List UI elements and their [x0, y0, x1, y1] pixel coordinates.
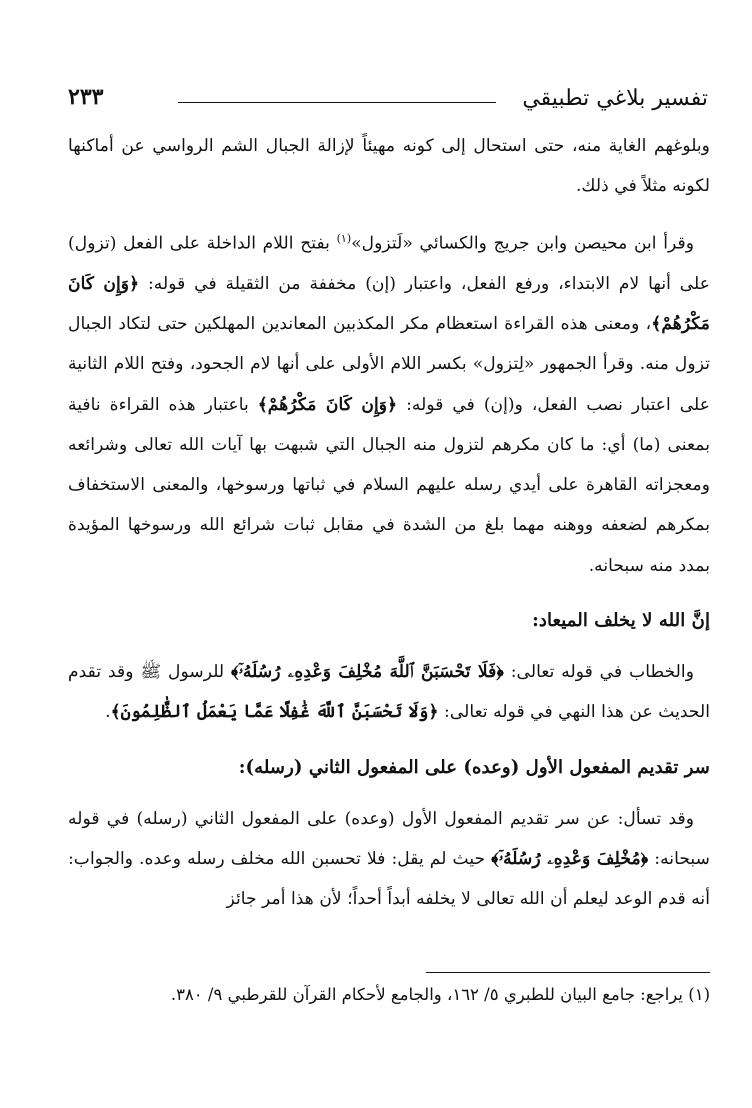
- paragraph-4-text-a: وقد تسأل: عن سر تقديم المفعول الأول (وعده) على المفعول الثاني (رسله) في قوله سبحانه:: [68, 808, 711, 869]
- paragraph-3-text-a: والخطاب في قوله تعالى:: [503, 662, 694, 682]
- paragraph-2-text-e: ، ومعنى هذه القراءة استعظام مكر المكذبين المعاندين المهلكين حتى لتكاد الجبال تزول منه. وقرأ الجمهور «لِتزول» بكسر اللام الأولى على أنها لام الجحود، وفتح اللام الثانية على اعتبار نصب الفعل، و(إن) في قوله:: [68, 313, 710, 415]
- paragraph-2-text-g: باعتبار هذه القراءة نافية بمعنى (ما) أي: ما كان مكرهم لتزول منه الجبال التي شبهت بها آيات الله تعالى وشرائعه ومعجزاته القاهرة على أيدي رسله عليهم السلام في ثباتها ورسوخها، والمعنى الاستخفاف بمكرهم لضعفه ووهنه مهما بلغ من الشدة في مقابل ثبات شرائع الله ورسوخها المؤيدة بمدد منه سبحانه.: [68, 394, 710, 576]
- running-header: [68, 84, 708, 120]
- quran-verse: ﴿وَإِن كَانَ مَكْرُهُمْ﴾: [257, 394, 398, 415]
- paragraph-2: [68, 219, 710, 586]
- section-heading-2: سر تقديم المفعول الأول (وعده) على المفعول الثاني (رسله):: [238, 756, 710, 778]
- paragraph-3-text-e: .: [105, 702, 111, 723]
- paragraph-1: وبلوغهم الغاية منه، حتى استحال إلى كونه مهيئاً لإزالة الجبال الشم الرواسي عن أماكنها لكونه مثلاً في ذلك.: [68, 136, 710, 197]
- quran-verse: ﴿فَلَا تَحْسَبَنَّ ٱللَّهَ مُخْلِفَ وَعْدِهِۦ رُسُلَهُۥٓ﴾: [231, 662, 504, 682]
- paragraph-2-text-a: وقرأ ابن محيصن وابن جريج والكسائي «لَتزول»: [351, 233, 694, 254]
- paragraph-2-text-c: بفتح اللام الداخلة على الفعل (تزول) على أنها لام الابتداء، ورفع الفعل، واعتبار (إن) مخففة من الثقيلة في قوله:: [68, 233, 710, 294]
- paragraph-4-text-c: حيث لم يقل: فلا تحسبن الله مخلف رسله وعده. والجواب: أنه قدم الوعد ليعلم أن الله تعالى لا يخلفه أبداً أحداً؛ لأن هذا أمر جائز: [68, 848, 710, 910]
- quran-verse: ﴿مُخْلِفَ وَعْدِهِۦ رُسُلَهُۥٓ﴾: [491, 848, 649, 869]
- header-rule: [178, 102, 496, 103]
- quran-verse: ﴿وَإِن كَانَ مَكْرُهُمْ﴾: [68, 273, 711, 334]
- section-heading-1: إنَّ الله لا يخلف الميعاد:: [532, 610, 710, 631]
- paragraph-4: [68, 799, 710, 920]
- page-number: ٢٣٣: [68, 84, 104, 110]
- paragraph-3: [68, 652, 710, 733]
- footnote: (١) يراجع: جامع البيان للطبري ٥/ ١٦٢، والجامع لأحكام القرآن للقرطبي ٩/ ٣٨٠.: [170, 985, 710, 1004]
- page-body: [68, 126, 710, 919]
- quran-verse: ﴿وَلَا تَحْسَبَنَّ ٱللَّهَ غَٰفِلًا عَمَّا يَعْمَلُ ٱلظَّٰلِمُونَ﴾: [110, 702, 439, 723]
- footnote-marker: (١): [336, 231, 352, 245]
- book-title: تفسير بلاغي تطبيقي: [522, 86, 708, 111]
- paragraph-3-text-c: للرسول ﷺ وقد تقدم الحديث عن هذا النهي في قوله تعالى:: [68, 662, 710, 723]
- footnote-rule: [426, 972, 710, 973]
